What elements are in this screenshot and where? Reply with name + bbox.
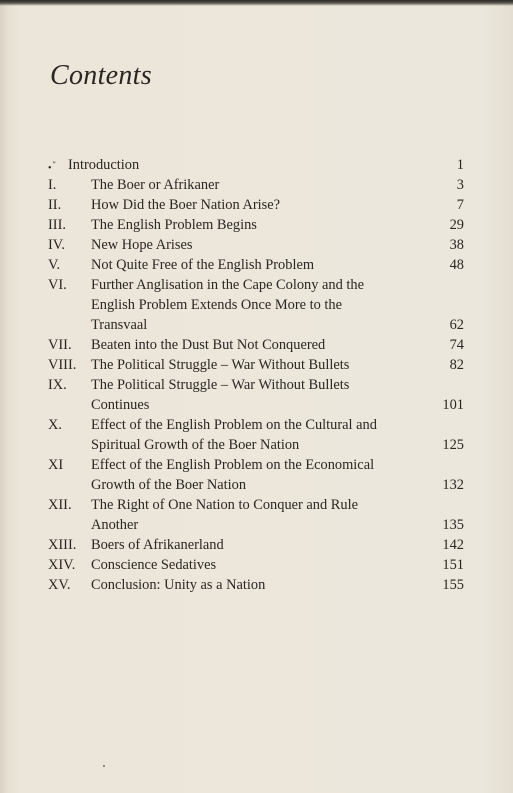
- toc-page-number: 48: [449, 257, 464, 273]
- toc-page-number: 29: [449, 217, 464, 233]
- toc-page-number: 142: [442, 537, 464, 553]
- toc-page-number: 82: [449, 357, 464, 373]
- toc-page-number: 151: [442, 557, 464, 573]
- toc-entry-title: Effect of the English Problem on the Cultural and: [91, 417, 377, 433]
- toc-row: [48, 255, 468, 275]
- toc-page-number: 155: [442, 577, 464, 593]
- toc-row-continuation: [48, 475, 468, 495]
- toc-chapter-number: IX.: [48, 377, 67, 393]
- toc-row: [48, 355, 468, 375]
- toc-row: [48, 195, 468, 215]
- toc-row-continuation: [48, 395, 468, 415]
- toc-row: [48, 455, 468, 475]
- toc-entry-title: The Political Struggle – War Without Bullets: [91, 377, 350, 393]
- toc-row: [48, 335, 468, 355]
- toc-chapter-number: VI.: [48, 277, 67, 293]
- toc-row: [48, 235, 468, 255]
- toc-entry-title: Not Quite Free of the English Problem: [91, 257, 315, 273]
- toc-chapter-number: XV.: [48, 577, 71, 593]
- toc-entry-title: The Right of One Nation to Conquer and Rule: [91, 497, 358, 513]
- toc-chapter-number: VII.: [48, 337, 72, 353]
- toc-chapter-number: VIII.: [48, 357, 77, 373]
- toc-entry-title: The English Problem Begins: [91, 217, 257, 233]
- toc-page-number: 125: [442, 437, 464, 453]
- toc-chapter-number: I.: [48, 177, 57, 193]
- toc-page-number: 3: [456, 177, 464, 193]
- toc-row-continuation: [48, 515, 468, 535]
- toc-row-continuation: [48, 315, 468, 335]
- table-of-contents: [48, 155, 468, 595]
- page-title: Contents: [50, 60, 152, 91]
- toc-page-number: 62: [449, 317, 464, 333]
- toc-row: [48, 375, 468, 395]
- toc-entry-title: Conscience Sedatives: [91, 557, 217, 573]
- paper-speck: [103, 765, 105, 767]
- toc-chapter-number: XII.: [48, 497, 72, 513]
- toc-entry-title: Growth of the Boer Nation: [91, 477, 247, 493]
- toc-entry-title: Boers of Afrikanerland: [91, 537, 224, 553]
- toc-row: [48, 175, 468, 195]
- toc-entry-title: Effect of the English Problem on the Economical: [91, 457, 375, 473]
- toc-page-number: 74: [449, 337, 464, 353]
- toc-entry-title: Further Anglisation in the Cape Colony and the: [91, 277, 364, 293]
- toc-row: [48, 415, 468, 435]
- toc-entry-title: Conclusion: Unity as a Nation: [91, 577, 266, 593]
- toc-chapter-number: X.: [48, 417, 62, 433]
- toc-chapter-number: XIII.: [48, 537, 77, 553]
- toc-entry-title: New Hope Arises: [91, 237, 193, 253]
- toc-chapter-number: IV.: [48, 237, 65, 253]
- toc-chapter-number: V.: [48, 257, 61, 273]
- toc-entry-title: The Boer or Afrikaner: [91, 177, 220, 193]
- toc-row: [48, 275, 468, 295]
- toc-row: [48, 495, 468, 515]
- toc-entry-title: How Did the Boer Nation Arise?: [91, 197, 281, 213]
- toc-entry-title: Transvaal: [91, 317, 148, 333]
- toc-row: [48, 215, 468, 235]
- toc-entry-title: The Political Struggle – War Without Bullets: [91, 357, 350, 373]
- toc-row: [48, 555, 468, 575]
- toc-entry-title: Introduction: [68, 157, 140, 173]
- toc-entry-title: Continues: [91, 397, 150, 413]
- page-top-shadow: [0, 0, 513, 6]
- toc-chapter-number: III.: [48, 217, 66, 233]
- toc-row: [48, 575, 468, 595]
- toc-row-continuation: [48, 435, 468, 455]
- toc-page-number: 38: [449, 237, 464, 253]
- toc-chapter-number: II.: [48, 197, 62, 213]
- toc-page-number: 7: [456, 197, 464, 213]
- toc-page-number: 101: [442, 397, 464, 413]
- toc-entry-title: Beaten into the Dust But Not Conquered: [91, 337, 326, 353]
- toc-page-number: 1: [456, 157, 464, 173]
- toc-page-number: 132: [442, 477, 464, 493]
- toc-row-introduction: [48, 155, 468, 175]
- toc-page-number: 135: [442, 517, 464, 533]
- toc-row-continuation: [48, 295, 468, 315]
- toc-chapter-number: XI: [48, 457, 64, 473]
- toc-chapter-number: XIV.: [48, 557, 76, 573]
- toc-entry-title: English Problem Extends Once More to the: [91, 297, 342, 313]
- toc-entry-title: Another: [91, 517, 139, 533]
- toc-bullet: •": [48, 160, 56, 174]
- toc-entry-title: Spiritual Growth of the Boer Nation: [91, 437, 300, 453]
- toc-row: [48, 535, 468, 555]
